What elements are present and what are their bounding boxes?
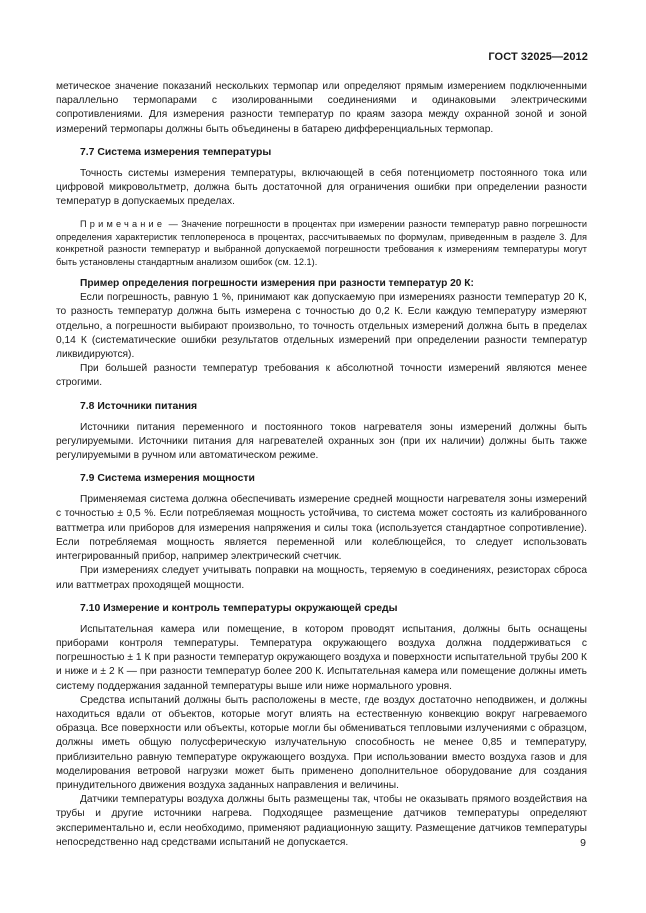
- section-heading-7-9: 7.9 Система измерения мощности: [80, 473, 255, 485]
- paragraph: При измерениях следует учитывать поправки на мощность, теряемую в соединениях, резисторах сброса или ваттметрах проходящей мощности.: [56, 565, 587, 591]
- section-heading-7-10: 7.10 Измерение и контроль температуры окружающей среды: [80, 602, 398, 614]
- page-number: 9: [580, 837, 586, 849]
- intro-paragraph: метическое значение показаний нескольких термопар или определяют прямым измерением подключенными параллельно термопарами с изолированными соединениями и одинаковыми электрическими сопротивлениями. Для измерения разности температур по краям зазора между охранной зоной и зоной измерений термопары должны быть объединены в батарею дифференциальных термопар.: [56, 81, 587, 135]
- paragraph: Датчики температуры воздуха должны быть размещены так, чтобы не оказывать прямого воздействия на трубы и другие источники нагрева. Подходящее размещение датчиков температуры определяют экспериментально и, если необходимо, применяют радиационную защиту. Размещение датчиков температуры непосредственно над средствами испытаний не допускается.: [56, 794, 587, 848]
- document-header: ГОСТ 32025—2012: [488, 51, 588, 63]
- note-label: Примечание: [80, 219, 166, 230]
- paragraph: Средства испытаний должны быть расположены в месте, где воздух достаточно неподвижен, и должны находиться вдали от объектов, которые могут влиять на естественную конвекцию вокруг нагреваемого образца. Все поверхности или объекты, которые могли бы обмениваться тепловыми излучениями с образцом, должны иметь общую полусферическую излучательную способность не менее 0,85 и температуру, приблизительно равную температуре окружающего воздуха. При использовании вместо воздуха газов и для моделирования ветровой нагрузки может быть применено дополнительное оборудование для создания принудительного движения воздуха заданных направления и величины.: [56, 694, 587, 791]
- section-heading-7-8: 7.8 Источники питания: [80, 400, 198, 412]
- paragraph: Если погрешность, равную 1 %, принимают как допускаемую при измерениях разности температур 20 К, то разность температур должна быть измерена с точностью до 0,2 К. Если каждую температуру измеряют отдельно, а погрешности выбирают произвольно, то точность отдельных измерений должна быть в пределах 0,14 К (систематические ошибки результатов отдельных измерений при определении разности температур ликвидируются).: [56, 292, 587, 361]
- paragraph: Применяемая система должна обеспечивать измерение средней мощности нагревателя зоны измерений с точностью ± 0,5 %. Если потребляемая мощность устойчива, то система может состоять из калиброванного ваттметра или приборов для измерения напряжения и силы тока (используется стандартное сопротивление). Если потребляемая мощность является переменной или колеблющейся, то следует использовать интегрированный прибор, например электрический счетчик.: [56, 494, 587, 563]
- page-content: [56, 80, 587, 850]
- paragraph: При большей разности температур требования к абсолютной точности измерений являются менее строгими.: [56, 363, 587, 389]
- note: [56, 218, 587, 268]
- note-text: — Значение погрешности в процентах при измерении разности температур равно погрешности определения характеристик теплопереноса в процентах, рассчитываемых по формулам, приведенным в разделе 3. Для конкретной разности температур и выбранной допускаемой погрешности требования к измерениям температуры могут быть установлены стандартным анализом ошибок (см. 12.1).: [56, 219, 587, 267]
- example-title: Пример определения погрешности измерения при разности температур 20 К:: [80, 278, 474, 290]
- paragraph: Источники питания переменного и постоянного токов нагревателя зоны измерений должны быть регулируемыми. Источники питания для нагревателей охранных зон (при их наличии) должны быть также регулируемыми в ручном или автоматическом режиме.: [56, 421, 587, 462]
- section-heading-7-7: 7.7 Система измерения температуры: [80, 146, 272, 158]
- paragraph: Испытательная камера или помещение, в котором проводят испытания, должны быть оснащены приборами контроля температуры. Температура окружающего воздуха должна поддерживаться с погрешностью ± 1 К при разности температур окружающего воздуха и поверхности испытательной трубы 200 К и ниже и ± 2 К — при разности температур более 200 К. Испытательная камера или помещение должны иметь систему поддержания заданной температуры выше или ниже нормального уровня.: [56, 623, 587, 692]
- paragraph: Точность системы измерения температуры, включающей в себя потенциометр постоянного тока или цифровой микровольтметр, должна быть достаточной для ограничения ошибки при определении разности температур в допускаемых пределах.: [56, 167, 587, 208]
